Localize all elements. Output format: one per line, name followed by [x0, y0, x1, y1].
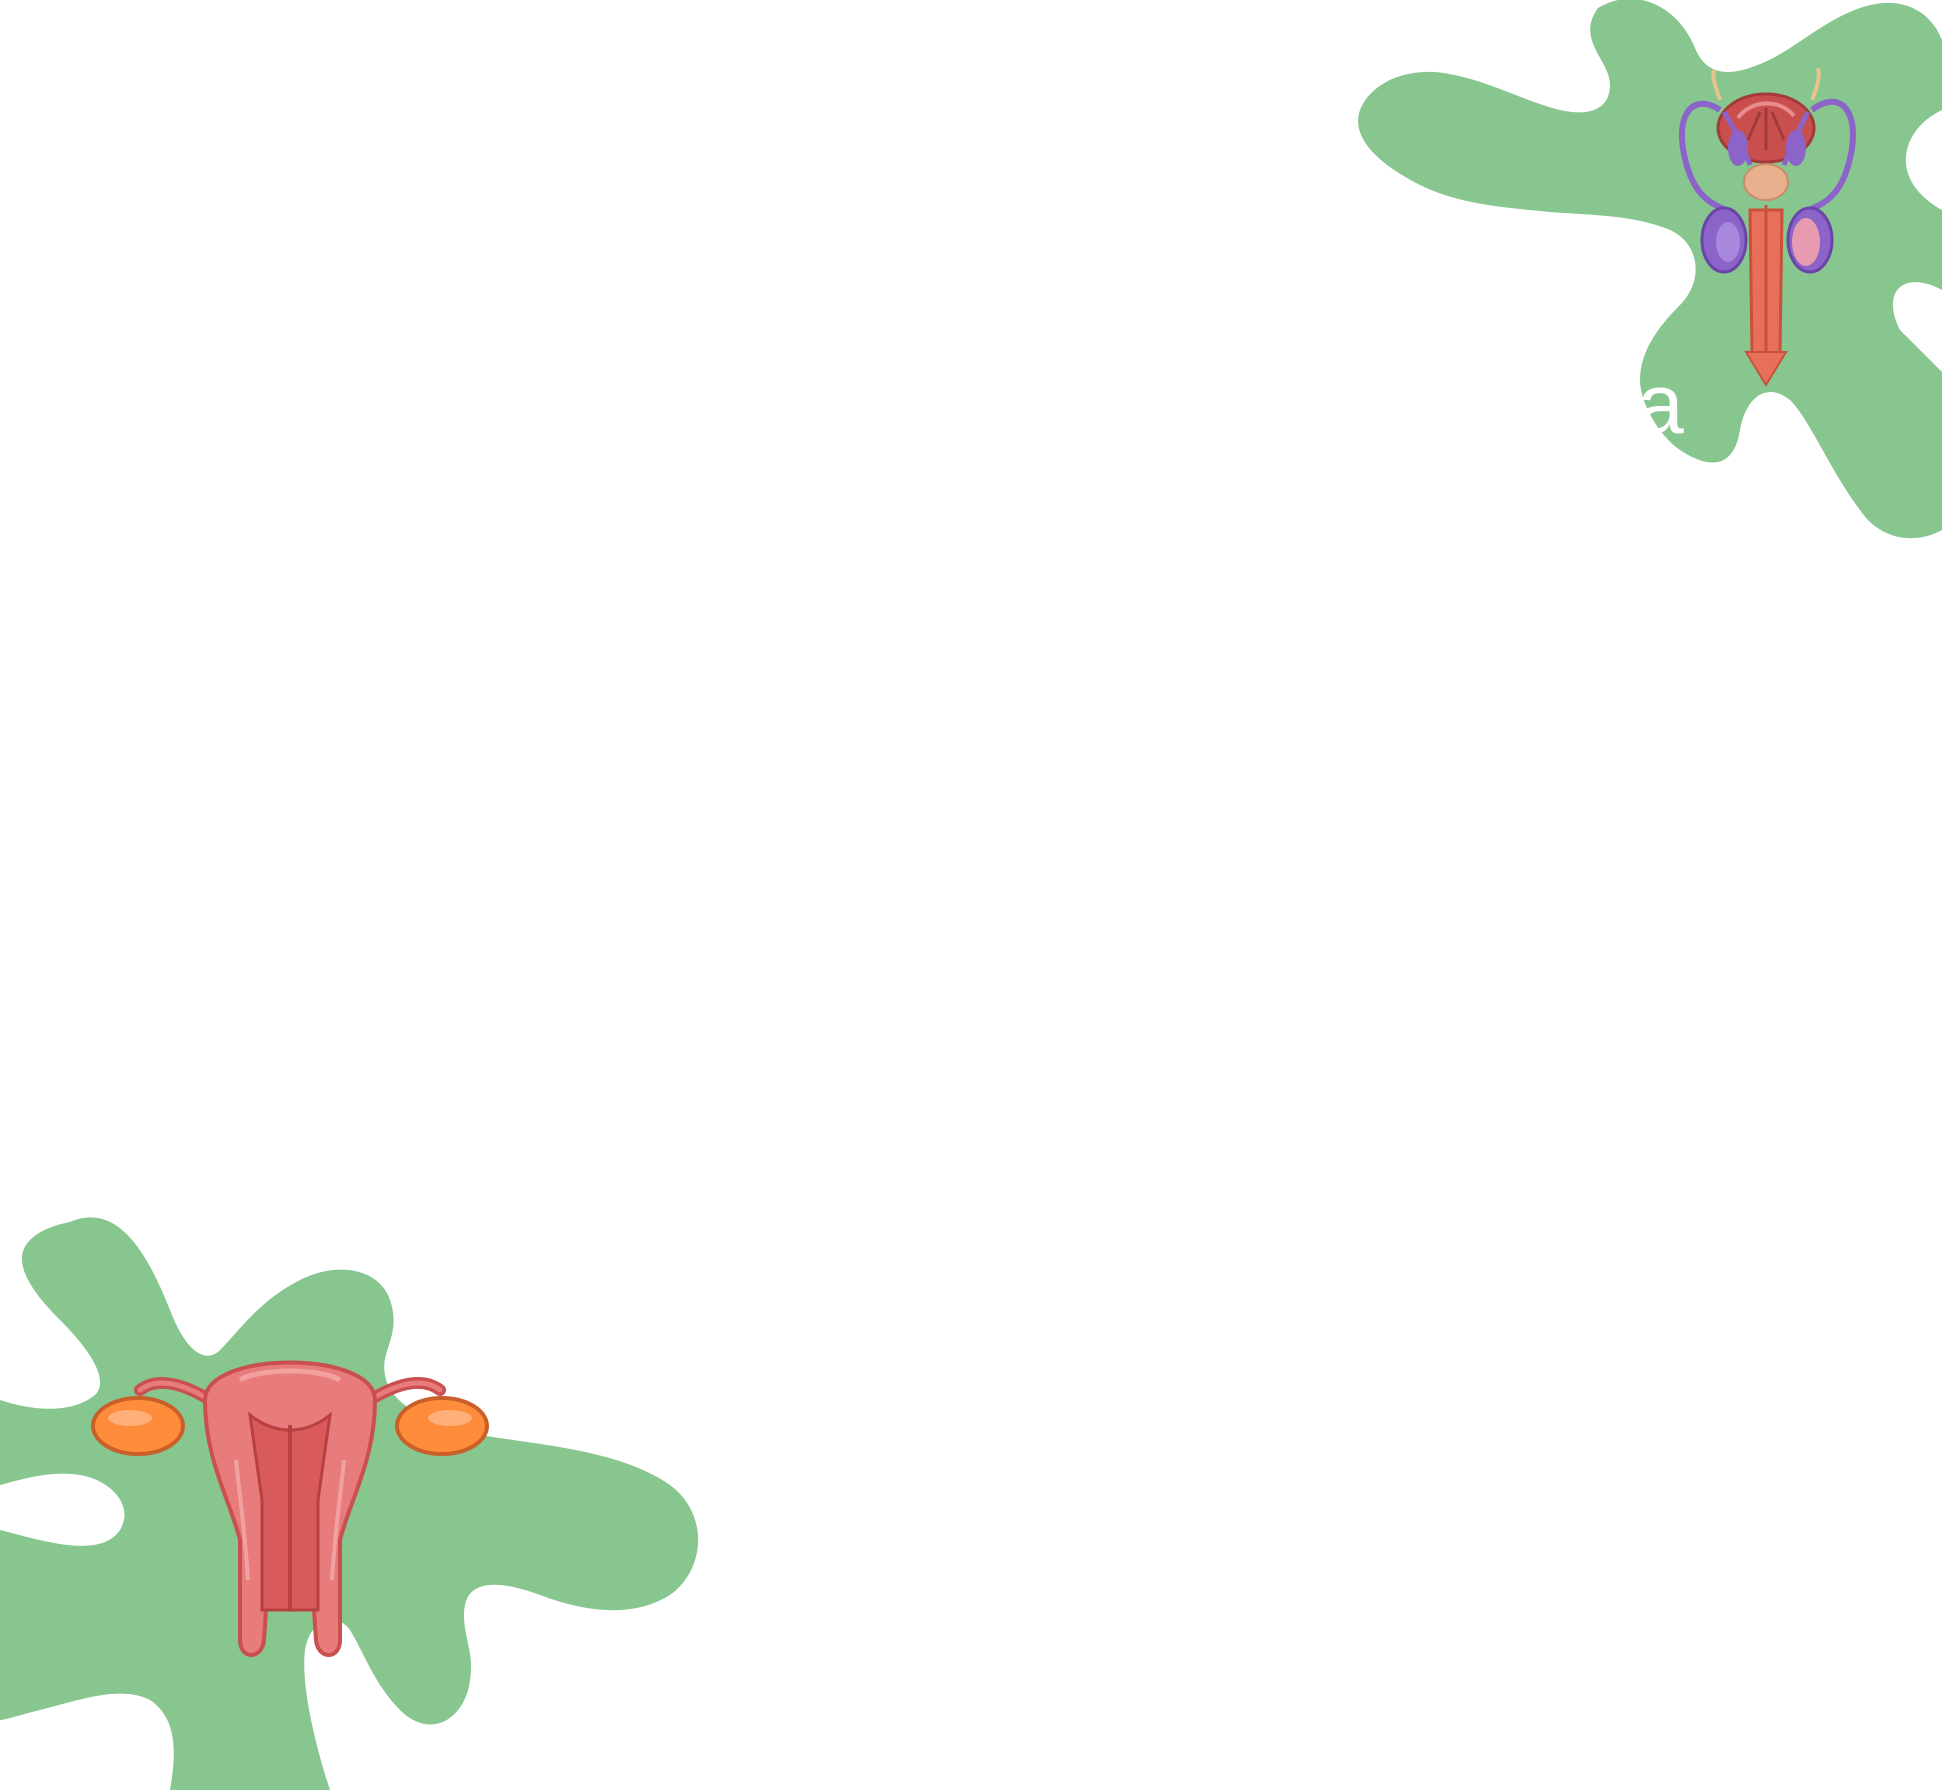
partial-title-text: ka: [1594, 357, 1685, 451]
top-right-decoration: [1340, 0, 1942, 560]
green-blob-top-right: [1358, 0, 1942, 538]
bottom-left-decoration: [0, 1200, 710, 1790]
